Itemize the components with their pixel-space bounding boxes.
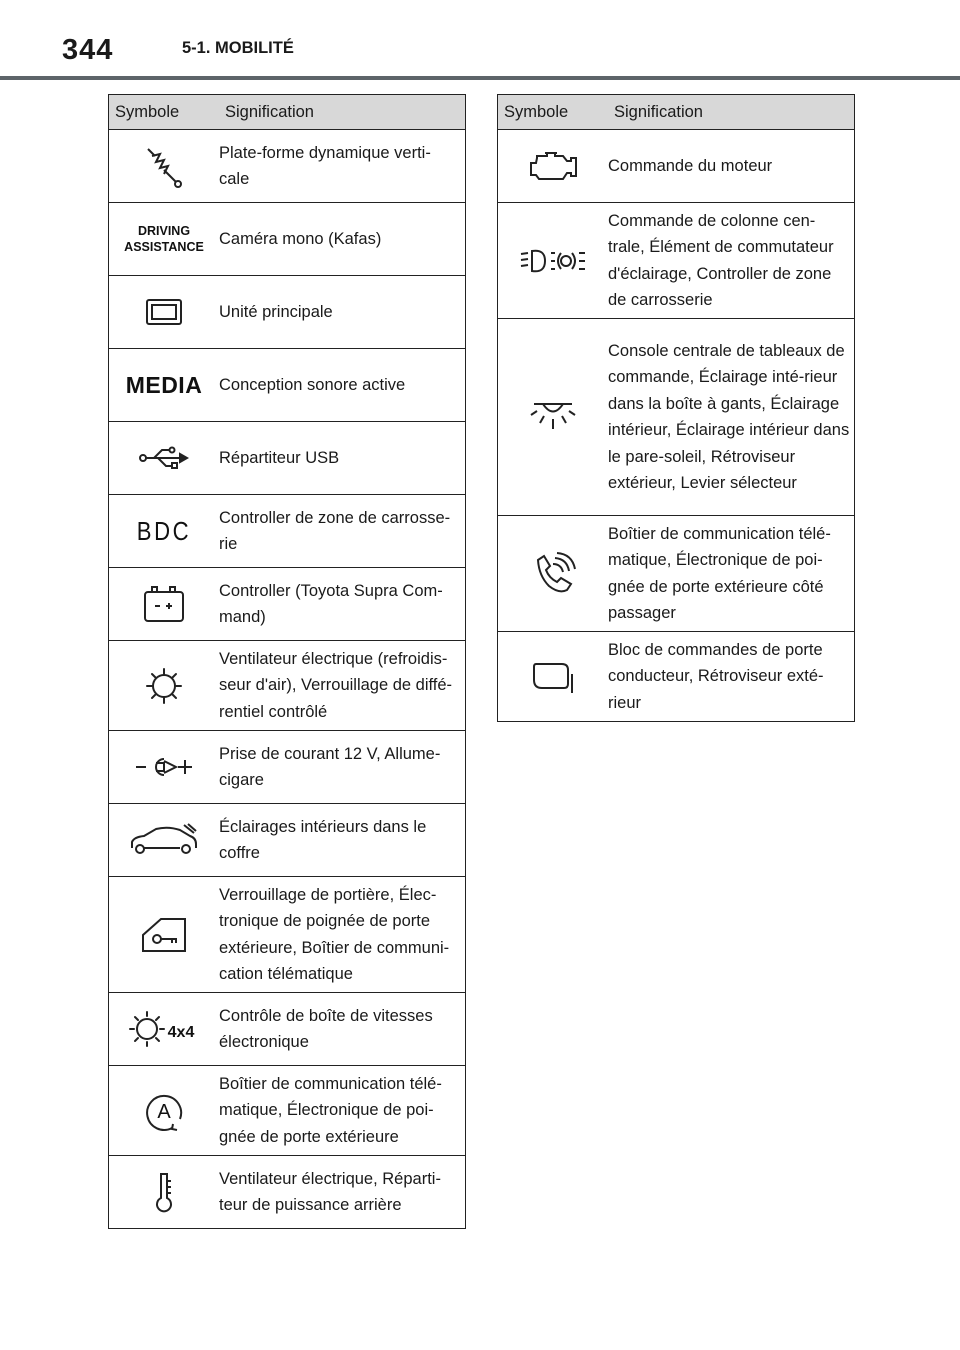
thermometer-icon <box>152 1170 176 1214</box>
row-meaning: Caméra mono (Kafas) <box>219 203 466 276</box>
row-meaning: Plate-forme dynamique verti-cale <box>219 130 466 203</box>
table-row <box>109 349 466 422</box>
headlight-icon <box>517 245 589 277</box>
row-meaning: Controller de zone de carrosse-rie <box>219 495 466 568</box>
a-text: A <box>157 1100 171 1123</box>
symbol-table-left <box>108 94 466 1229</box>
mirror-icon <box>530 660 576 694</box>
row-meaning: Boîtier de communication télé-matique, Électronique de poi-gnée de porte extérieure côté passager <box>608 516 855 632</box>
auto-a-icon <box>142 1089 186 1133</box>
assistance-text: ASSISTANCE <box>124 240 204 254</box>
table-row <box>498 319 855 516</box>
row-meaning: Boîtier de communication télé-matique, Électronique de poi-gnée de porte extérieure <box>219 1066 466 1156</box>
row-meaning: Controller (Toyota Supra Com-mand) <box>219 568 466 641</box>
usb-icon <box>138 445 190 471</box>
table-row <box>109 495 466 568</box>
row-meaning: Ventilateur électrique (refroidis-seur d'air), Verrouillage de diffé-rentiel contrôlé <box>219 641 466 731</box>
media-icon: MEDIA <box>125 371 203 398</box>
row-meaning: Verrouillage de portière, Élec-tronique de poignée de porte extérieure, Boîtier de communi-cation télématique <box>219 877 466 993</box>
table-row <box>498 632 855 722</box>
table-row <box>498 203 855 319</box>
driving-text: DRIVING <box>137 224 191 238</box>
gear-icon <box>144 666 184 706</box>
row-meaning: Bloc de commandes de porte conducteur, Rétroviseur exté-rieur <box>608 632 855 722</box>
table-row <box>109 203 466 276</box>
row-meaning: Contrôle de boîte de vitesses électronique <box>219 993 466 1066</box>
table-row <box>498 516 855 632</box>
page-number: 344 <box>62 34 114 66</box>
table-header-row <box>109 95 466 130</box>
table-row <box>109 804 466 877</box>
row-meaning: Répartiteur USB <box>219 422 466 495</box>
symbol-table-right <box>497 94 855 722</box>
table-row <box>109 1066 466 1156</box>
driving-assistance-icon <box>122 221 206 257</box>
interior-light-icon <box>528 399 578 435</box>
gear-4x4-icon <box>129 1009 199 1049</box>
table-row <box>109 276 466 349</box>
column-header-symbol: Symbole <box>109 95 220 130</box>
row-meaning: Conception sonore active <box>219 349 466 422</box>
engine-icon <box>527 148 579 184</box>
table-row <box>109 641 466 731</box>
battery-icon <box>142 584 186 624</box>
table-row <box>109 993 466 1066</box>
door-key-icon <box>139 915 189 955</box>
table-row <box>109 130 466 203</box>
table-row <box>109 568 466 641</box>
row-meaning: Unité principale <box>219 276 466 349</box>
car-trunk-icon <box>128 822 200 858</box>
bdc-icon: BDC <box>136 515 192 546</box>
row-meaning: Console centrale de tableaux de commande, Éclairage inté-rieur dans la boîte à gants, Éclairage intérieur, Éclairage intérieur dans le pare-soleil, Rétroviseur extérieur, Levier sélecteur <box>608 319 855 516</box>
column-header-meaning: Signification <box>608 95 855 130</box>
table-row <box>109 731 466 804</box>
row-meaning: Prise de courant 12 V, Allume-cigare <box>219 731 466 804</box>
row-meaning: Commande du moteur <box>608 130 855 203</box>
section-title: 5-1. MOBILITÉ <box>182 39 294 57</box>
page-header <box>0 0 960 80</box>
table-row <box>109 1156 466 1229</box>
table-row <box>109 877 466 993</box>
row-meaning: Commande de colonne cen-trale, Élément de commutateur d'éclairage, Controller de zone de carrosserie <box>608 203 855 319</box>
column-header-meaning: Signification <box>219 95 466 130</box>
phone-icon <box>529 550 577 598</box>
screen-icon <box>144 297 184 327</box>
header-rule <box>0 76 960 80</box>
4x4-text: 4x4 <box>167 1024 195 1041</box>
spring-shock-icon <box>142 144 186 188</box>
row-meaning: Ventilateur électrique, Réparti-teur de puissance arrière <box>219 1156 466 1229</box>
row-meaning: Éclairages intérieurs dans le coffre <box>219 804 466 877</box>
table-row <box>498 130 855 203</box>
power-socket-icon <box>134 754 194 780</box>
column-header-symbol: Symbole <box>498 95 609 130</box>
table-header-row <box>498 95 855 130</box>
table-row <box>109 422 466 495</box>
